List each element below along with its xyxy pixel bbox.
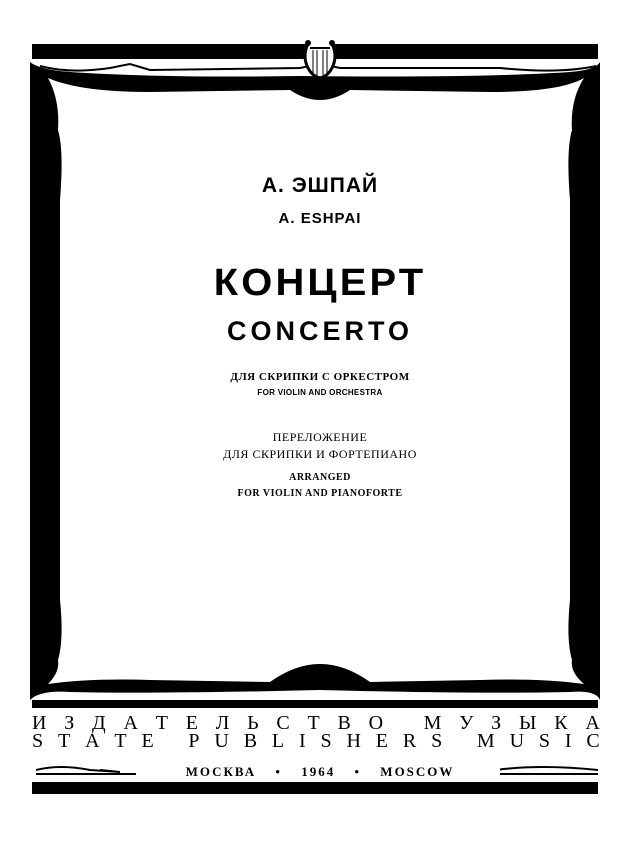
arrangement-ru-line2: ДЛЯ СКРИПКИ И ФОРТЕПИАНО xyxy=(223,447,417,461)
letter: A xyxy=(85,730,100,752)
arrangement-ru-line1: ПЕРЕЛОЖЕНИЕ xyxy=(272,430,368,444)
letter: М xyxy=(423,712,442,734)
letter: S xyxy=(320,730,332,752)
letter: Е xyxy=(185,712,198,734)
letter: Д xyxy=(92,712,106,734)
letter: I xyxy=(298,730,306,752)
letter: S xyxy=(431,730,443,752)
arrangement-en-line1: ARRANGED xyxy=(289,472,351,483)
imprint-city-en: MOSCOW xyxy=(380,764,455,779)
letter: З xyxy=(64,712,75,734)
letter: Л xyxy=(215,712,230,734)
bottom-bar xyxy=(32,782,598,794)
letter: B xyxy=(243,730,258,752)
lyre-icon xyxy=(294,36,346,92)
word-gap xyxy=(169,730,174,752)
letter: А xyxy=(585,712,600,734)
letter: S xyxy=(32,730,44,752)
imprint-city-ru: МОСКВА xyxy=(185,764,257,779)
letter: E xyxy=(375,730,389,752)
subtitle-ru: ДЛЯ СКРИПКИ С ОРКЕСТРОМ xyxy=(230,371,410,383)
letter: P xyxy=(188,730,200,752)
letter: I xyxy=(564,730,572,752)
letter: M xyxy=(476,730,495,752)
composer-name-en: A. ESHPAI xyxy=(278,210,362,227)
letter: L xyxy=(271,730,285,752)
letter: R xyxy=(402,730,417,752)
publisher-name-en xyxy=(32,730,600,752)
letter: Ь xyxy=(247,712,259,734)
title-ru: КОНЦЕРТ xyxy=(213,262,427,304)
imprint xyxy=(140,764,500,780)
letter: U xyxy=(509,730,525,752)
imprint-separator: • xyxy=(275,764,282,779)
letter: В xyxy=(337,712,351,734)
letter: H xyxy=(346,730,361,752)
letter: К xyxy=(554,712,568,734)
letter: О xyxy=(368,712,384,734)
composer-name-ru: А. ЭШПАЙ xyxy=(261,174,379,197)
arrangement-en-line2: FOR VIOLIN AND PIANOFORTE xyxy=(237,488,403,499)
letter: У xyxy=(459,712,474,734)
letter: А xyxy=(123,712,138,734)
letter: U xyxy=(214,730,229,752)
letter: С xyxy=(276,712,290,734)
letter: Т xyxy=(307,712,320,734)
letter: T xyxy=(57,730,71,752)
letter: S xyxy=(538,730,551,752)
imprint-year: 1964 xyxy=(301,764,336,779)
letter: Т xyxy=(155,712,168,734)
letter: И xyxy=(32,712,47,734)
letter: E xyxy=(141,730,154,752)
title-en: CONCERTO xyxy=(226,316,413,346)
letter: C xyxy=(586,730,600,752)
letter: Ы xyxy=(518,712,537,734)
letter: T xyxy=(114,730,127,752)
subtitle-en: FOR VIOLIN AND ORCHESTRA xyxy=(257,388,383,397)
letter: З xyxy=(491,712,502,734)
imprint-separator: • xyxy=(354,764,362,779)
word-gap xyxy=(457,730,462,752)
